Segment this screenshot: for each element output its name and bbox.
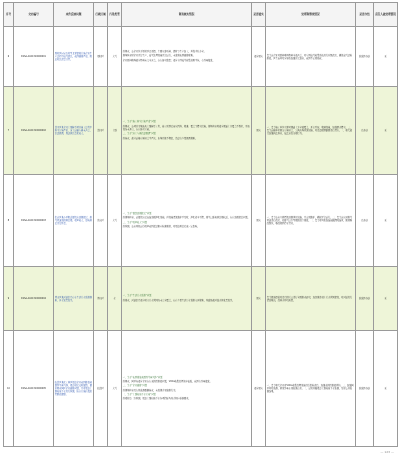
cell-complaint: 博山区某河道沿岸存在生活污水直排现象，河水发黑发臭。 xyxy=(54,267,94,331)
cell-type: 水 xyxy=(108,267,122,331)
table-row xyxy=(4,331,398,447)
cell-accountability: 无 xyxy=(374,27,398,87)
cell-accountability: 无 xyxy=(374,87,398,175)
cell-no: 7 xyxy=(4,87,14,175)
findings-paragraph: 经调查，该项目为某地块土壤修复工程，施工期间已落实围挡、喷淋、覆盖等降尘措施。现场检查时部分裸露土方覆盖不到位，雾炮设备未开启，存在扬尘污染。 xyxy=(122,124,250,131)
header-code: 交办编号 xyxy=(14,3,54,27)
findings-paragraph: 企业原料堆场部分物料未完全苫盖，存在扬尘隐患；部分车间废气收集效果不佳，有异味散发。 xyxy=(122,58,215,62)
findings-paragraph: 现场检查时企业正常生产，废气处理设施正常运行，未发现夜间偷排现象。 xyxy=(122,54,195,58)
cell-code: D1SA-A101310000003 xyxy=(14,175,54,267)
cell-no: 9 xyxy=(4,267,14,331)
findings-paragraph: 经核查，部分运输车辆苫盖不严密，出场冲洗不彻底，沿途有少量抛洒现象。 xyxy=(122,136,198,140)
findings-heading: 一、关于“餐饮油烟扰民”问题 xyxy=(122,211,152,215)
findings-heading: 一、关于“夜间排放刺激性气味气体”问题 xyxy=(122,375,163,379)
cell-verified: 属实 xyxy=(252,87,266,175)
findings-paragraph: 经委托第三方检测，周边土壤和地下水各项指标均符合相应标准要求。 xyxy=(122,397,191,401)
findings-paragraph: 经调查，该企业位于周村区北郊镇，主要从事石料、建材等生产加工，环保手续齐全。 xyxy=(122,50,206,54)
findings-paragraph: 经现场检查及在线监测数据核查，未发现企业偷排行为。 xyxy=(122,388,178,392)
cell-handling: 一、责令该店立即清洗油烟净化设施，并定期维护，确保正常运行。二、责令该店对排气管道进行改造，将排气口引至楼顶高空排放。三、责令对风机加装减振降噪装置，限期整改到位。整改期间停止营业。 xyxy=(266,175,356,267)
header-findings: 调查核实情况 xyxy=(122,3,252,27)
cell-no: 10 xyxy=(4,331,14,447)
cell-closed: 阶段性办结 xyxy=(356,27,374,87)
cell-accountability: 无 xyxy=(374,267,398,331)
header-handling: 处理和整改情况 xyxy=(266,3,356,27)
header-accountability: 责任人被处理情况 xyxy=(374,3,398,27)
cell-closed: 阶段性办结 xyxy=(356,267,374,331)
cell-handling: 一、责令相关企业对VOCs收集处理设施进行提标改造，加强无组织排放管控。二、加强园区环境监测，增设异味在线监测点位。三、定期开展周边土壤和地下水监测，及时公开监测结果。 xyxy=(266,331,356,447)
cell-complaint: 张店区某小区附近餐饮店油烟扰民，排气管道直排居民楼，噪声较大，影响居民正常休息。 xyxy=(54,175,94,267)
header-district: 行政区域 xyxy=(94,3,108,27)
findings-paragraph: 经现场检查，该餐饮店已安装油烟净化设施，但设施清洗维护不及时，净化效率下降，排气口距离居民楼较近，存在油烟扰民问题。 xyxy=(122,216,250,220)
cell-accountability: 无 xyxy=(374,175,398,267)
cell-accountability: 无 xyxy=(374,331,398,447)
cell-type: 土壤 xyxy=(108,87,122,175)
cell-verified: 属实 xyxy=(252,175,266,267)
cell-type: 大气 xyxy=(108,27,122,87)
findings-heading: 二、关于“噪声较大”问题 xyxy=(122,220,147,224)
cell-closed: 已办结 xyxy=(356,175,374,267)
findings-paragraph: 经检测，该店风机运行噪声夜间超过相应标准限值，对周边居民造成一定影响。 xyxy=(122,225,200,229)
findings-heading: 三、关于“土壤和地下水污染”问题 xyxy=(122,393,156,397)
table-row xyxy=(4,175,398,267)
complaint-table xyxy=(3,2,398,447)
header-no: 序号 xyxy=(4,3,14,27)
cell-handling: 责令该企业对原料堆场物料全部苫盖，对车间废气收集系统进行升级改造，确保废气达标排放。区生态环境分局将加强日常巡查，夜间不定期抽查。 xyxy=(266,27,356,87)
header-closed: 是否办结 xyxy=(356,3,374,27)
cell-no: 6 xyxy=(4,27,14,87)
cell-findings xyxy=(122,267,252,331)
findings-heading: 二、关于“渣土车辆沿途抛洒”问题 xyxy=(122,132,156,136)
cell-findings xyxy=(122,331,252,447)
cell-district: 淄川区 xyxy=(94,87,108,175)
cell-district: 博山区 xyxy=(94,267,108,331)
header-type: 污染类型 xyxy=(108,3,122,27)
findings-heading: 一、关于“施工粉尘污染严重”问题 xyxy=(122,120,156,124)
table-row xyxy=(4,267,398,331)
cell-complaint: 临淄区某化工园区周边企业夜间排放刺激性气味气体，周边村民反映强烈，要求彻查园区企业偷排问题，并对周边土壤和地下水进行检测，防止污染扩散危害群众健康。 xyxy=(54,331,94,447)
header-verified: 是否属实 xyxy=(252,3,266,27)
cell-handling: 责令属地镇街对沿岸排污口进行全面排查封堵，加快推进村庄污水管网建设，对河道进行清淤整治，改善水环境质量。 xyxy=(266,267,356,331)
header-complaint: 来件反映问题 xyxy=(54,3,94,27)
cell-complaint: 淄川区某企业土壤修复项目施工过程中粉尘污染严重，渣土运输车辆未苫盖，沿途抛洒，周边居民意见较大。 xyxy=(54,87,94,175)
cell-code: D1SA-A101310000001 xyxy=(14,27,54,87)
header-row xyxy=(4,3,398,27)
cell-handling: 一、责令施工单位立即对裸露土方全部覆盖，开启雾炮、喷淋设施，加强洒水降尘。二、责令运输单位规范车辆苫盖，完善出场冲洗设施，对沿途抛洒路面进行清扫。三、相关部门加强执法检查，依法查处违规行为。 xyxy=(266,87,356,175)
table-row xyxy=(4,87,398,175)
cell-findings xyxy=(122,87,252,175)
cell-no: 8 xyxy=(4,175,14,267)
findings-heading: 二、关于“企业偷排”问题 xyxy=(122,384,147,388)
cell-findings xyxy=(122,175,252,267)
cell-type: 大气 xyxy=(108,175,122,267)
cell-district: 张店区 xyxy=(94,175,108,267)
cell-type: 大气 xyxy=(108,331,122,447)
cell-findings xyxy=(122,27,252,87)
cell-code: D1SA-A101310000005 xyxy=(14,331,54,447)
cell-verified: 部分属实 xyxy=(252,27,266,87)
findings-heading: 一、关于“生活污水直排”问题 xyxy=(122,294,152,298)
cell-code: D1SA-A101310000004 xyxy=(14,267,54,331)
findings-paragraph: 经排查，河道沿岸部分村庄污水管网尚未完全覆盖，存在少量生活污水直排入河现象，导致局部河段水体发黑发臭。 xyxy=(122,298,235,302)
page-number: — 123 — xyxy=(380,450,394,454)
cell-verified: 部分属实 xyxy=(252,331,266,447)
table-row xyxy=(4,27,398,87)
cell-closed: 已办结 xyxy=(356,87,374,175)
cell-complaint: 周村区何家红村至北郊镇某污染企业生产过程中废气扰民，夜间偷排严重，附近村民深受其害。 xyxy=(54,27,94,87)
findings-paragraph: 经调查，园区内部分企业存在无组织排放问题，VOCs收集处理效率偏低，夜间有异味散发。 xyxy=(122,379,212,383)
cell-verified: 属实 xyxy=(252,267,266,331)
cell-closed: 阶段性办结 xyxy=(356,331,374,447)
cell-code: D1SA-A101310000002 xyxy=(14,87,54,175)
cell-district: 周村区 xyxy=(94,27,108,87)
cell-district: 临淄区 xyxy=(94,331,108,447)
